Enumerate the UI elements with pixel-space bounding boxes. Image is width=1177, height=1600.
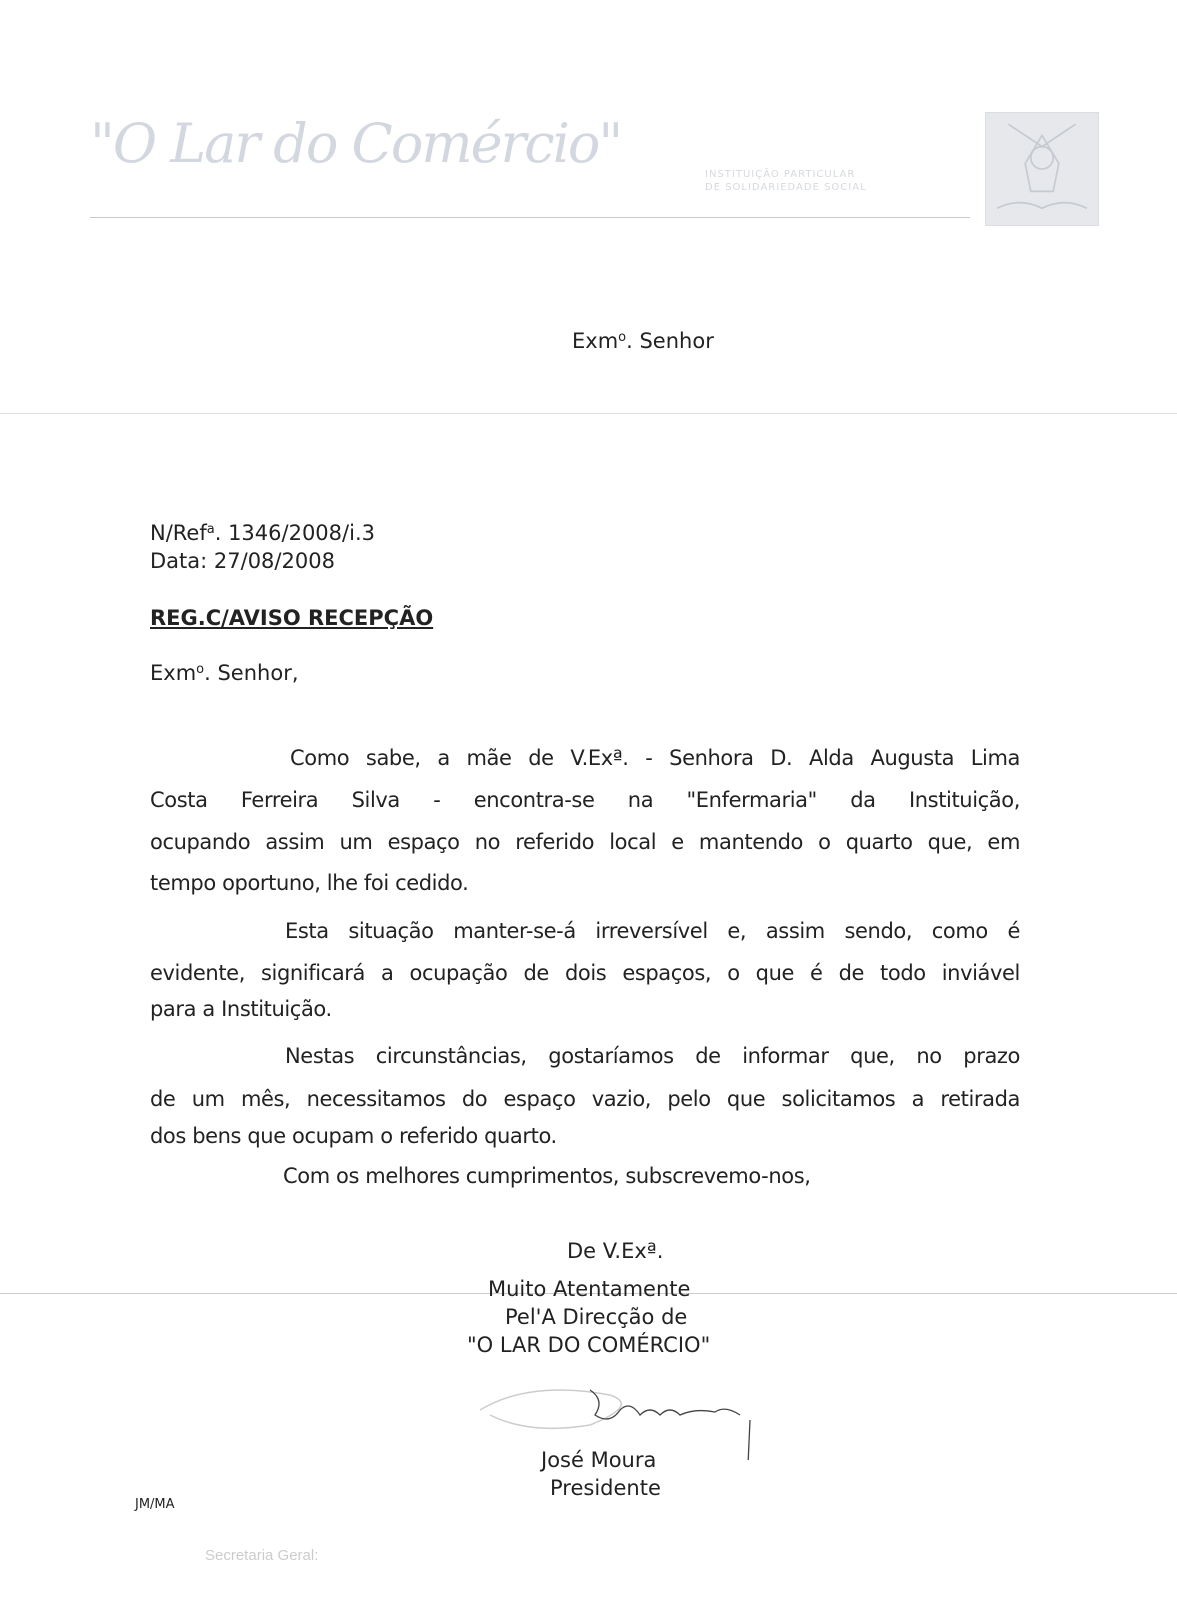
closing-line: "O LAR DO COMÉRCIO" [467,1333,711,1357]
closing-line: Muito Atentamente [488,1277,691,1301]
typist-initials: JM/MA [135,1497,175,1512]
signatory-name: José Moura [541,1448,657,1472]
body-line: Com os melhores cumprimentos, subscrevemo-nos, [283,1164,811,1188]
letter-date: Data: 27/08/2008 [150,549,335,573]
letterhead-subtitle [705,168,867,194]
body-line: Esta situação manter-se-á irreversível e, assim sendo, como é [285,919,1020,943]
closing-line: De V.Exª. [567,1239,664,1263]
closing-line: Pel'A Direcção de [505,1305,688,1329]
addressee: Exm$^o$. Senhor [572,329,714,353]
institution-seal-icon [985,112,1099,226]
body-line: Costa Ferreira Silva - encontra-se na "Enfermaria" da Instituição, [150,788,1020,812]
body-line: Como sabe, a mãe de V.Exª. - Senhora D. Alda Augusta Lima [290,746,1020,770]
reference-number: N/Ref$^a$. 1346/2008/i.3 [150,521,375,545]
subtitle-line: INSTITUIÇÃO PARTICULAR [705,169,856,180]
greeting: Exm$^o$. Senhor, [150,661,299,685]
body-line: Nestas circunstâncias, gostaríamos de informar que, no prazo [285,1044,1020,1068]
letterhead-logo: "O Lar do Comércio" [90,112,622,175]
signatory-role: Presidente [550,1476,661,1500]
fold-line [0,413,1177,414]
footer-secretaria: Secretaria Geral: [205,1547,319,1564]
body-line: ocupando assim um espaço no referido local e mantendo o quarto que, em [150,830,1020,854]
body-line: evidente, significará a ocupação de dois espaços, o que é de todo inviável [150,961,1020,985]
letterhead-rule [90,217,970,218]
body-line: dos bens que ocupam o referido quarto. [150,1124,557,1148]
body-line: de um mês, necessitamos do espaço vazio, pelo que solicitamos a retirada [150,1087,1020,1111]
subtitle-line: DE SOLIDARIEDADE SOCIAL [705,182,867,193]
subject-line: REG.C/AVISO RECEPÇÃO [150,606,434,630]
body-line: para a Instituição. [150,997,332,1021]
body-line: tempo oportuno, lhe foi cedido. [150,871,469,895]
